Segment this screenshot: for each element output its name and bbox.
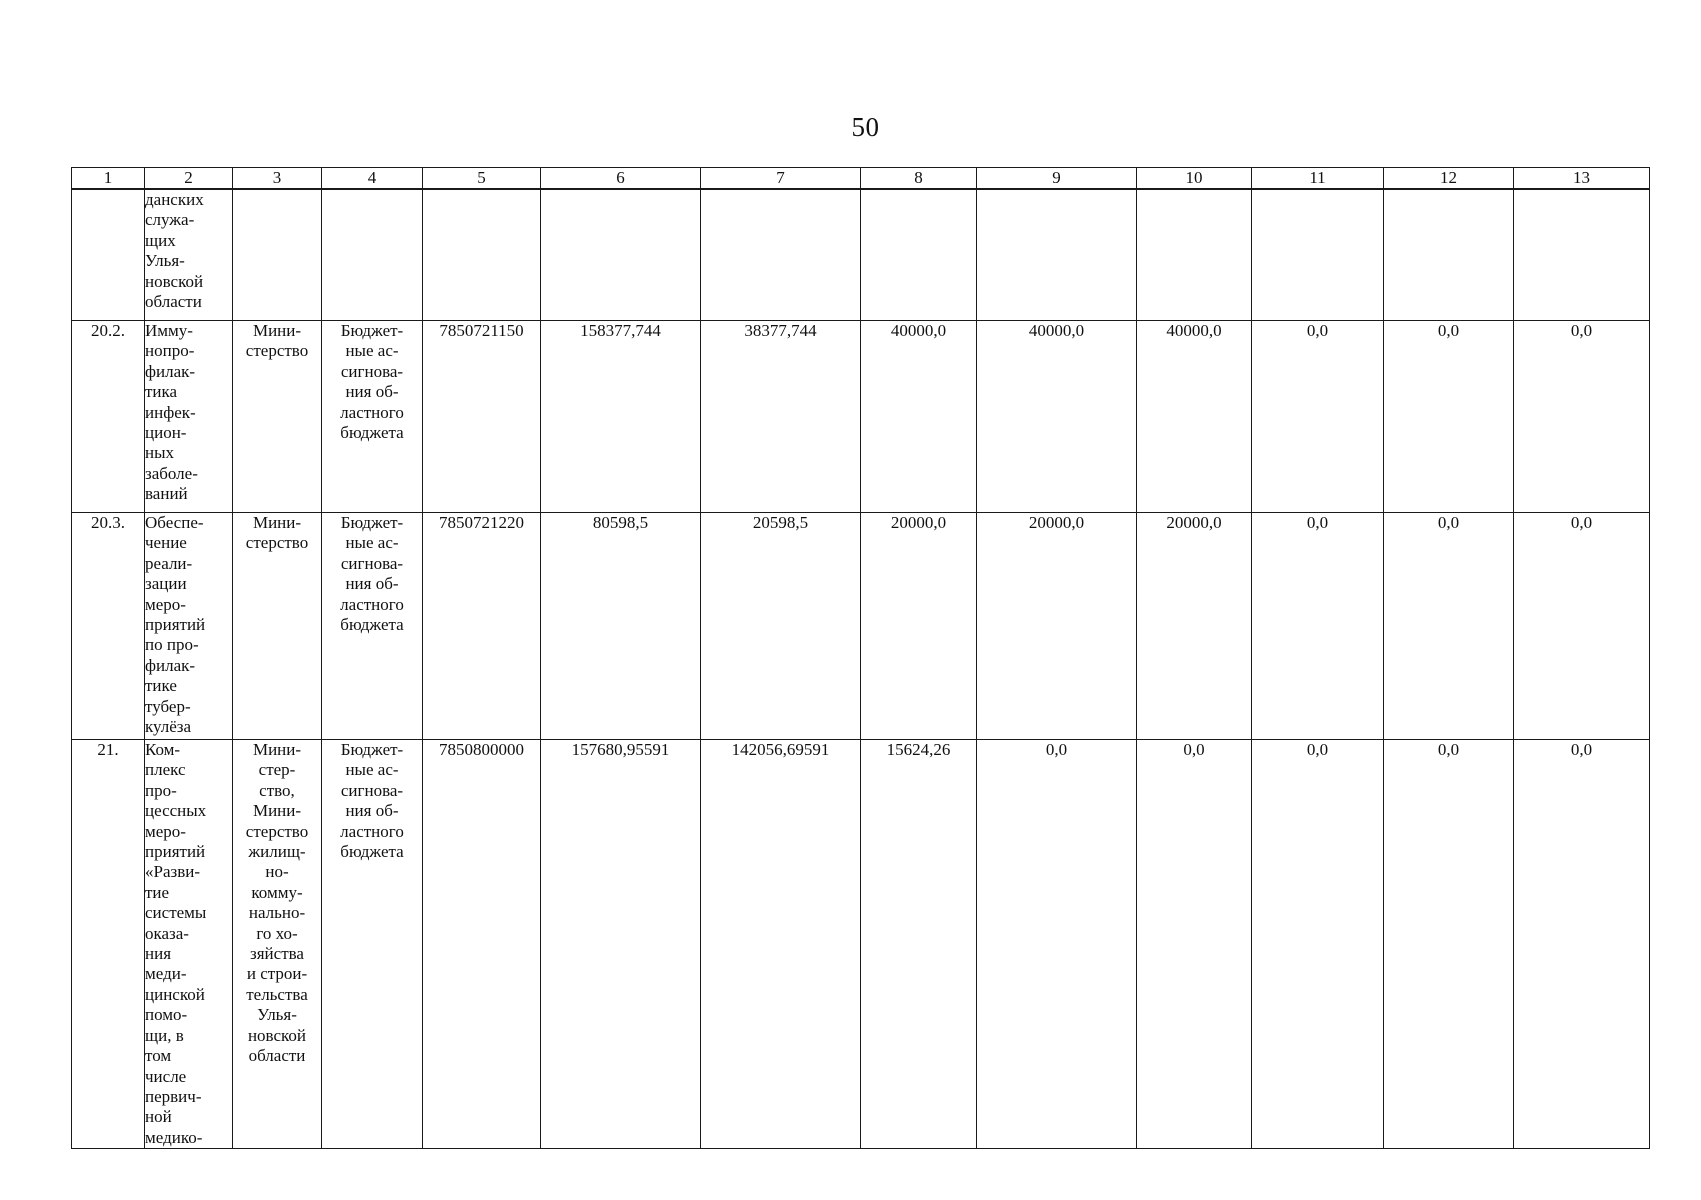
column-header: 4 — [322, 168, 423, 190]
amount-cell: 38377,744 — [701, 321, 861, 513]
amount-cell: 0,0 — [1514, 321, 1650, 513]
event-name: Ком- плекс про- цессных меро- приятий «Разви- тие системы оказа- ния меди- цинской помо- щи, в том числе первич- ной медико- — [145, 740, 233, 1149]
amount-cell — [1384, 189, 1514, 321]
table-row — [72, 189, 1650, 321]
column-header: 10 — [1137, 168, 1252, 190]
column-header: 3 — [233, 168, 322, 190]
funding-source: Бюджет- ные ас- сигнова- ния об- ластного бюджета — [322, 513, 423, 740]
event-name: Имму- нопро- филак- тика инфек- цион- ных заболе- ваний — [145, 321, 233, 513]
row-number: 20.3. — [72, 513, 145, 740]
amount-cell: 0,0 — [1514, 513, 1650, 740]
amount-cell: 15624,26 — [861, 740, 977, 1149]
column-header: 6 — [541, 168, 701, 190]
row-number — [72, 189, 145, 321]
amount-cell: 20000,0 — [861, 513, 977, 740]
amount-cell: 40000,0 — [861, 321, 977, 513]
event-name: данских служа- щих Улья- новской области — [145, 189, 233, 321]
amount-cell — [1137, 189, 1252, 321]
table-row — [72, 513, 1650, 740]
column-header: 12 — [1384, 168, 1514, 190]
amount-cell: 0,0 — [1252, 740, 1384, 1149]
amount-cell: 40000,0 — [977, 321, 1137, 513]
executor: Мини- стерство — [233, 513, 322, 740]
total-amount: 80598,5 — [541, 513, 701, 740]
event-name: Обеспе- чение реали- зации меро- приятий по про- филак- тике тубер- кулёза — [145, 513, 233, 740]
funding-source: Бюджет- ные ас- сигнова- ния об- ластного бюджета — [322, 321, 423, 513]
budget-code: 7850800000 — [423, 740, 541, 1149]
amount-cell — [701, 189, 861, 321]
amount-cell: 142056,69591 — [701, 740, 861, 1149]
column-header: 13 — [1514, 168, 1650, 190]
executor — [233, 189, 322, 321]
amount-cell: 0,0 — [1384, 513, 1514, 740]
column-header: 1 — [72, 168, 145, 190]
amount-cell: 0,0 — [1252, 321, 1384, 513]
column-header: 8 — [861, 168, 977, 190]
budget-code: 7850721220 — [423, 513, 541, 740]
executor: Мини- стер- ство, Мини- стерство жилищ- но- комму- нально- го хо- зяйства и строи- тельства Улья- новской области — [233, 740, 322, 1149]
column-header: 5 — [423, 168, 541, 190]
amount-cell: 20000,0 — [1137, 513, 1252, 740]
total-amount — [541, 189, 701, 321]
amount-cell — [1514, 189, 1650, 321]
column-header: 7 — [701, 168, 861, 190]
page-number: 50 — [851, 112, 880, 142]
budget-code: 7850721150 — [423, 321, 541, 513]
executor: Мини- стерство — [233, 321, 322, 513]
amount-cell: 0,0 — [1384, 740, 1514, 1149]
total-amount: 158377,744 — [541, 321, 701, 513]
amount-cell: 0,0 — [977, 740, 1137, 1149]
amount-cell: 0,0 — [1514, 740, 1650, 1149]
row-number: 21. — [72, 740, 145, 1149]
amount-cell — [1252, 189, 1384, 321]
column-header: 11 — [1252, 168, 1384, 190]
table-row — [72, 321, 1650, 513]
table-row — [72, 740, 1650, 1149]
funding-source — [322, 189, 423, 321]
funding-source: Бюджет- ные ас- сигнова- ния об- ластного бюджета — [322, 740, 423, 1149]
amount-cell — [977, 189, 1137, 321]
amount-cell: 20000,0 — [977, 513, 1137, 740]
amount-cell — [861, 189, 977, 321]
amount-cell: 40000,0 — [1137, 321, 1252, 513]
column-header: 2 — [145, 168, 233, 190]
amount-cell: 0,0 — [1252, 513, 1384, 740]
amount-cell: 0,0 — [1137, 740, 1252, 1149]
amount-cell: 0,0 — [1384, 321, 1514, 513]
amount-cell: 20598,5 — [701, 513, 861, 740]
table-header-row — [72, 168, 1650, 190]
total-amount: 157680,95591 — [541, 740, 701, 1149]
budget-table — [71, 167, 1650, 1149]
budget-code — [423, 189, 541, 321]
row-number: 20.2. — [72, 321, 145, 513]
column-header: 9 — [977, 168, 1137, 190]
